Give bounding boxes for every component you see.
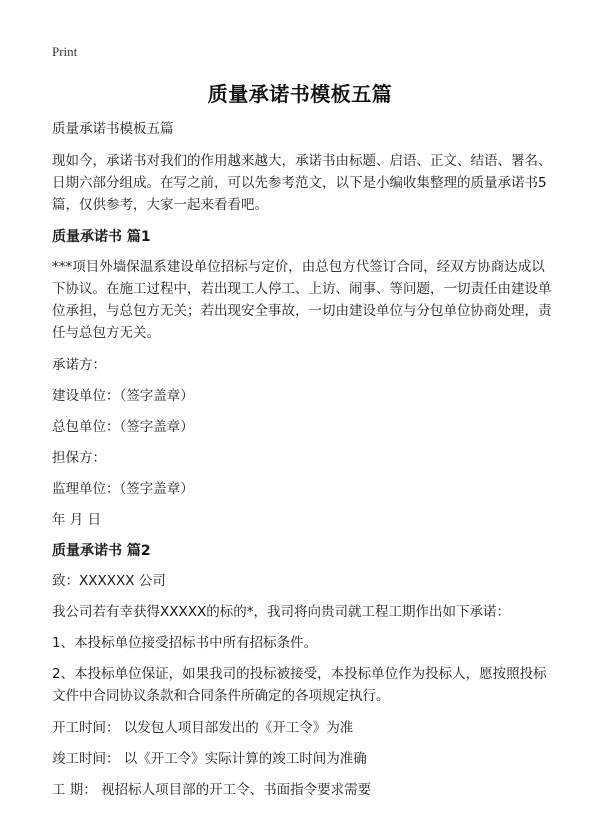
item2-paragraph: 2、本投标单位保证，如果我司的投标被接受，本投标单位作为投标人，愿按照投标文件中合同协议条款和合同条件所确定的各项规定执行。 (52, 666, 547, 704)
promisor-line: 承诺方： (52, 357, 106, 373)
opening-line: 我公司若有幸获得XXXXX的标的*，我司将向贵司就工程工期作出如下承诺： (52, 604, 510, 620)
supervision-unit-line: 监理单位：（签字盖章） (52, 481, 194, 497)
date-line: 年 月 日 (52, 512, 102, 528)
general-contractor-line: 总包单位：（签字盖章） (52, 419, 194, 435)
intro-paragraph: 现如今，承诺书对我们的作用越来越大，承诺书由标题、启语、正文、结语、署名、日期六部分组成。在写之前，可以先参考范文，以下是小编收集整理的质量承诺书5篇，仅供参考，大家一起来看看吧。 (52, 153, 552, 213)
page-title: 质量承诺书模板五篇 (207, 82, 393, 106)
document-content (52, 118, 557, 810)
duration-line: 工 期： 视招标人项目部的开工令、书面指令要求需要 (52, 782, 372, 798)
item1-line: 1、本投标单位接受招标书中所有招标条件。 (52, 635, 318, 651)
guarantor-line: 担保方： (52, 450, 106, 466)
completion-time-line: 竣工时间： 以《开工令》实际计算的竣工时间为准确 (52, 751, 367, 767)
document-subtitle: 质量承诺书模板五篇 (52, 121, 174, 137)
section1-heading: 质量承诺书 篇1 (52, 229, 151, 245)
section2-heading: 质量承诺书 篇2 (52, 543, 151, 559)
recipient-line: 致：XXXXXX 公司 (52, 573, 166, 589)
print-label: Print (52, 44, 78, 59)
section1-body: ***项目外墙保温系建设单位招标与定价，由总包方代签订合同，经双方协商达成以下协议。在施工过程中，若出现工人停工、上访、闹事、等问题，一切责任由建设单位承担，与总包方无关；若出现安全事故，一切由建设单位与分包单位协商处理，责任与总包方无关。 (52, 259, 552, 341)
start-time-line: 开工时间： 以发包人项目部发出的《开工令》为准 (52, 720, 354, 736)
construction-unit-line: 建设单位：（签字盖章） (52, 388, 194, 404)
